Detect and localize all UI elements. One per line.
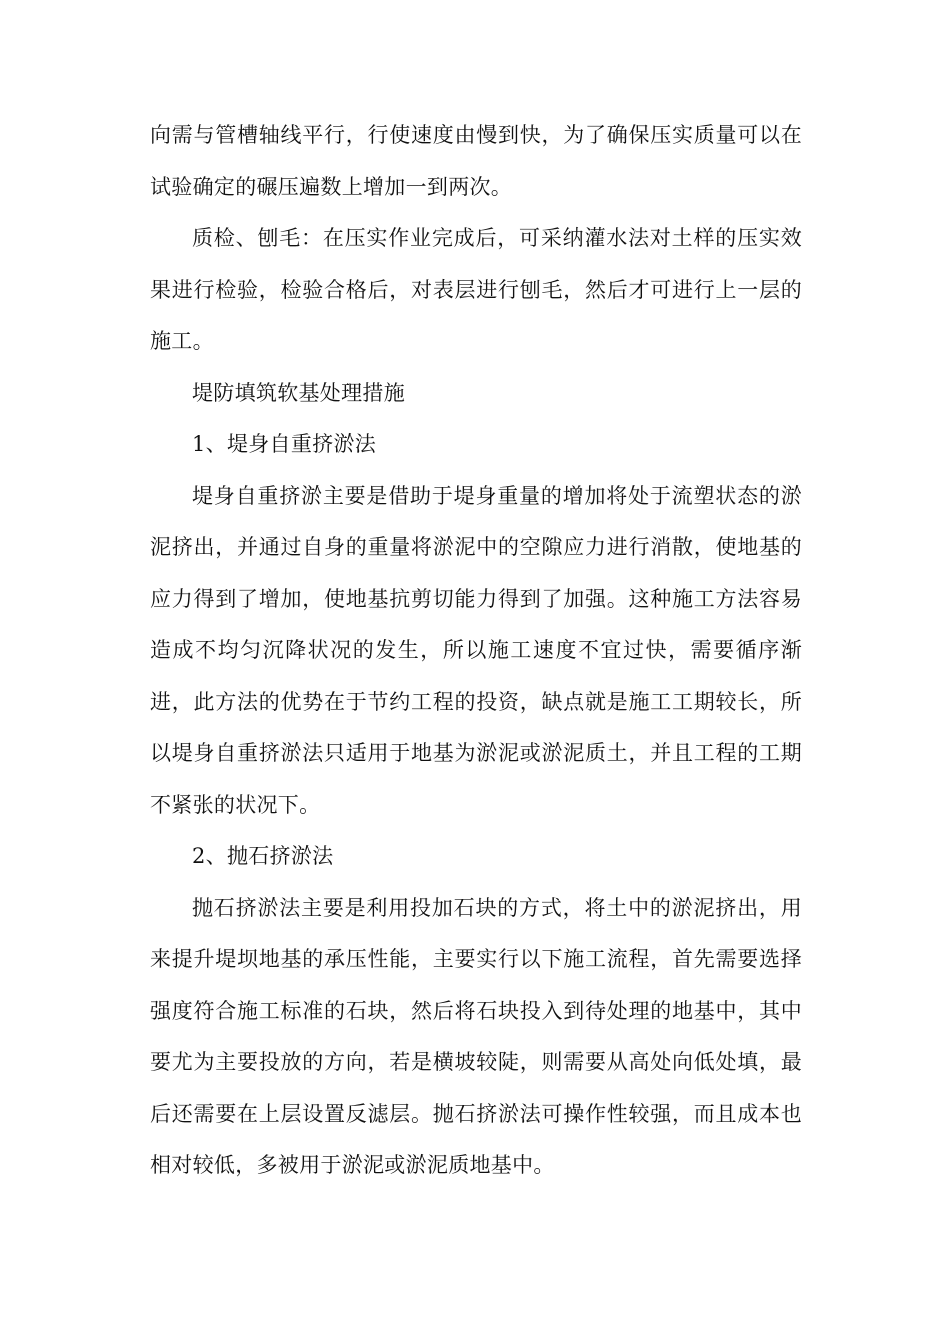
subheading-self-weight-method: 1、堤身自重挤淤法 [192,432,377,456]
paragraph-self-weight-method: 堤身自重挤淤主要是借助于堤身重量的增加将处于流塑状态的淤泥挤出，并通过自身的重量将淤泥中的空隙应力进行消散，使地基的应力得到了增加，使地基抗剪切能力得到了加强。这种施工方法容易造成不均匀沉降状况的发生，所以施工速度不宜过快，需要循序渐进，此方法的优势在于节约工程的投资，缺点就是施工工期较长，所以堤身自重挤淤法只适用于地基为淤泥或淤泥质土，并且工程的工期不紧张的状况下。 [150,483,802,817]
section-heading-soft-foundation: 堤防填筑软基处理措施 [192,380,405,405]
subheading-riprap-method: 2、抛石挤淤法 [192,844,334,868]
paragraph-quality-check: 质检、刨毛：在压实作业完成后，可采纳灌水法对土样的压实效果进行检验，检验合格后，对表层进行刨毛，然后才可进行上一层的施工。 [150,226,802,353]
document-body [150,110,802,1192]
paragraph-riprap-method: 抛石挤淤法主要是利用投加石块的方式，将土中的淤泥挤出，用来提升堤坝地基的承压性能，主要实行以下施工流程，首先需要选择强度符合施工标准的石块，然后将石块投入到待处理的地基中，其中要尤为主要投放的方向，若是横坡较陡，则需要从高处向低处填，最后还需要在上层设置反滤层。抛石挤淤法可操作性较强，而且成本也相对较低，多被用于淤泥或淤泥质地基中。 [150,895,802,1177]
paragraph-compaction-continued: 向需与管槽轴线平行，行使速度由慢到快，为了确保压实质量可以在试验确定的碾压遍数上增加一到两次。 [150,123,802,199]
